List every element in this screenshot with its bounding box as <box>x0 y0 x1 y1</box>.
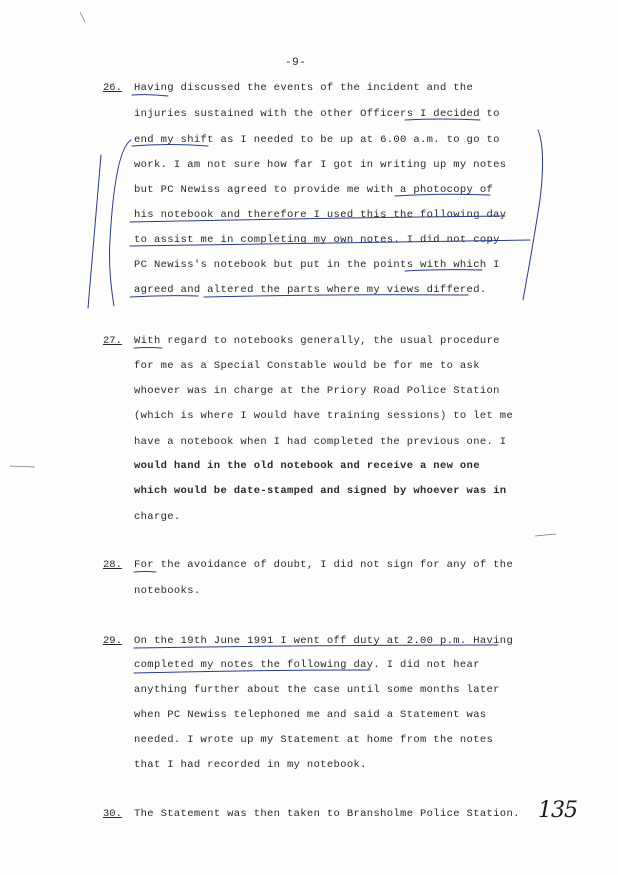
paragraph-line: his notebook and therefore I used this the following day <box>134 209 507 221</box>
page-number: -9- <box>285 57 307 69</box>
paragraph-line: which would be date-stamped and signed by whoever was in <box>134 485 507 497</box>
paragraph-line: For the avoidance of doubt, I did not sign for any of the <box>134 559 514 571</box>
paragraph-number: 28. <box>103 559 122 571</box>
scan-mark <box>80 12 85 22</box>
paragraph-line: agreed and altered the parts where my views differed. <box>134 284 487 296</box>
paragraph-line: work. I am not sure how far I got in writing up my notes <box>134 159 507 171</box>
paragraph-line: needed. I wrote up my Statement at home from the notes <box>134 734 494 746</box>
margin-stroke <box>110 140 132 306</box>
paragraph-line: but PC Newiss agreed to provide me with a photocopy of <box>134 184 494 196</box>
paragraph-number: 26. <box>103 82 122 94</box>
paragraph-line: for me as a Special Constable would be for me to ask <box>134 360 480 372</box>
paragraph-line: end my shift as I needed to be up at 6.00 a.m. to go to <box>134 134 500 146</box>
margin-stroke <box>523 130 543 300</box>
paragraph-line: have a notebook when I had completed the previous one. I <box>134 436 507 448</box>
paragraph-line: The Statement was then taken to Bransholme Police Station. <box>134 808 520 820</box>
paragraph-number: 29. <box>103 635 122 647</box>
paragraph-line: would hand in the old notebook and receive a new one <box>134 460 480 472</box>
paragraph-line: PC Newiss's notebook but put in the points with which I <box>134 259 500 271</box>
underline-mark <box>132 95 168 96</box>
paragraph-line: anything further about the case until some months later <box>134 684 500 696</box>
paragraph-line: charge. <box>134 511 181 523</box>
paragraph-line: when PC Newiss telephoned me and said a Statement was <box>134 709 487 721</box>
paragraph-line: With regard to notebooks generally, the usual procedure <box>134 335 500 347</box>
paragraph-line: completed my notes the following day. I did not hear <box>134 659 480 671</box>
paragraph-line: On the 19th June 1991 I went off duty at 2.00 p.m. Having <box>134 635 514 647</box>
scan-mark <box>535 534 556 536</box>
paragraph-line: that I had recorded in my notebook. <box>134 759 367 771</box>
underline-mark <box>134 348 162 349</box>
paragraph-line: notebooks. <box>134 585 201 597</box>
paragraph-line: (which is where I would have training sessions) to let me <box>134 410 514 422</box>
handwritten-page-number: 135 <box>538 798 577 823</box>
underline-mark <box>134 572 156 573</box>
paragraph-line: injuries sustained with the other Officers I decided to <box>134 108 500 120</box>
paragraph-number: 27. <box>103 335 122 347</box>
paragraph-line: Having discussed the events of the incident and the <box>134 82 474 94</box>
paragraph-line: whoever was in charge at the Priory Road Police Station <box>134 385 500 397</box>
scan-mark <box>10 466 35 467</box>
margin-stroke <box>88 155 101 308</box>
paragraph-line: to assist me in completing my own notes. I did not copy <box>134 234 500 246</box>
paragraph-number: 30. <box>103 808 122 820</box>
